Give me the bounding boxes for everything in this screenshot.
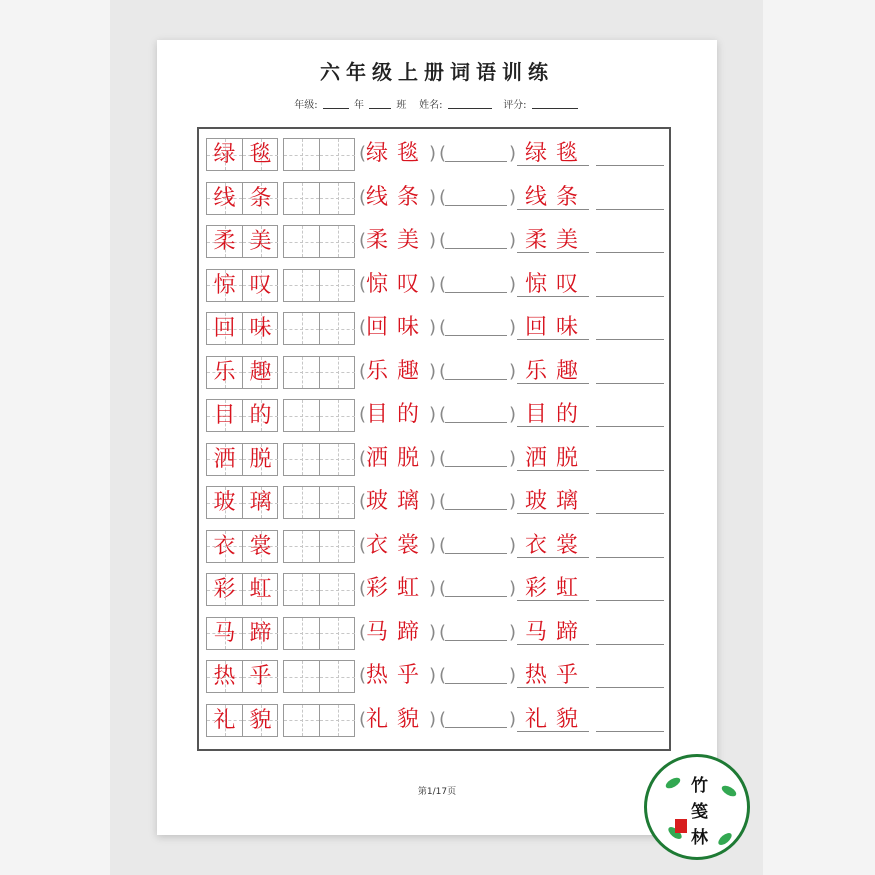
pinyin-blank[interactable] [445, 683, 507, 684]
logo-text-3: 林 [691, 828, 708, 848]
grid-char: 趣 [249, 359, 272, 385]
close-paren: ) [509, 578, 517, 599]
grid-char: 礼 [213, 707, 236, 733]
writing-blank[interactable] [596, 600, 664, 601]
writing-blank[interactable] [596, 165, 664, 166]
seal-stamp-icon [675, 819, 687, 833]
table-row [199, 695, 669, 739]
close-paren: ) [429, 447, 437, 469]
grid-char: 回 [213, 316, 236, 341]
grid-char: 味 [249, 316, 272, 341]
close-paren: ) [429, 665, 437, 686]
close-paren: ) [509, 360, 517, 382]
table-row [199, 129, 669, 173]
open-paren: ( [439, 621, 447, 643]
tian-grid-blank[interactable] [283, 704, 355, 737]
close-paren: ) [429, 186, 437, 208]
copy-word-underline [517, 557, 589, 558]
grid-char: 美 [249, 229, 272, 254]
table-row [199, 260, 669, 304]
grid-char: 虹 [249, 577, 272, 602]
grade-label: 年级: [294, 100, 318, 111]
open-paren: ( [439, 317, 447, 338]
close-paren: ) [429, 578, 437, 599]
page-number: 第1/17页 [417, 787, 457, 797]
writing-blank[interactable] [596, 296, 664, 297]
tian-grid-blank[interactable] [283, 182, 355, 215]
close-paren: ) [509, 708, 517, 730]
open-paren: ( [359, 273, 367, 295]
copy-word: 洒脱 [525, 445, 588, 471]
writing-blank[interactable] [596, 470, 664, 471]
copy-word: 柔美 [525, 228, 588, 253]
leaf-icon [716, 831, 733, 847]
copy-word: 绿毯 [525, 141, 588, 166]
open-paren: ( [359, 665, 367, 686]
pinyin-word: 彩虹 [366, 576, 429, 601]
close-paren: ) [509, 621, 517, 643]
close-paren: ) [429, 317, 437, 338]
copy-word-underline [517, 252, 589, 253]
grid-char: 彩 [213, 577, 236, 602]
grid-char: 线 [213, 185, 236, 211]
grid-char: 目 [213, 403, 236, 428]
tian-grid-filled [206, 486, 278, 519]
grid-char: 乐 [213, 359, 236, 385]
pinyin-blank[interactable] [445, 205, 507, 206]
close-paren: ) [429, 534, 437, 556]
tian-grid-blank[interactable] [283, 573, 355, 606]
copy-word-underline [517, 644, 589, 645]
grid-char: 热 [213, 664, 236, 689]
tian-grid-filled [206, 660, 278, 693]
tian-grid-blank[interactable] [283, 399, 355, 432]
copy-word: 线条 [525, 184, 588, 210]
tian-grid-blank[interactable] [283, 443, 355, 476]
copy-word: 礼貌 [525, 706, 588, 732]
grid-char: 惊 [213, 272, 236, 298]
grid-char: 的 [249, 403, 272, 428]
grid-char: 脱 [249, 446, 272, 472]
tian-grid-filled [206, 312, 278, 345]
open-paren: ( [439, 273, 447, 295]
close-paren: ) [509, 534, 517, 556]
close-paren: ) [429, 230, 437, 251]
open-paren: ( [359, 578, 367, 599]
copy-word-underline [517, 339, 589, 340]
open-paren: ( [359, 317, 367, 338]
open-paren: ( [439, 491, 447, 512]
open-paren: ( [359, 404, 367, 425]
close-paren: ) [429, 143, 437, 164]
open-paren: ( [359, 621, 367, 643]
worksheet-page [157, 40, 717, 835]
pinyin-blank[interactable] [445, 292, 507, 293]
copy-word: 玻璃 [525, 489, 588, 514]
pinyin-blank[interactable] [445, 466, 507, 467]
word-practice-table [197, 127, 671, 751]
open-paren: ( [359, 230, 367, 251]
class-blank[interactable] [369, 98, 391, 109]
tian-grid-blank[interactable] [283, 225, 355, 258]
open-paren: ( [439, 534, 447, 556]
copy-word-underline [517, 165, 589, 166]
pinyin-word: 玻璃 [366, 489, 429, 514]
pinyin-word: 马蹄 [366, 619, 429, 645]
open-paren: ( [359, 447, 367, 469]
close-paren: ) [509, 317, 517, 338]
tian-grid-blank[interactable] [283, 530, 355, 563]
year-label: 年 [353, 100, 364, 111]
table-row [199, 608, 669, 652]
grid-char: 叹 [249, 272, 272, 298]
close-paren: ) [509, 447, 517, 469]
close-paren: ) [429, 621, 437, 643]
score-label: 评分: [503, 100, 527, 111]
tian-grid-blank[interactable] [283, 138, 355, 171]
name-label: 姓名: [419, 100, 443, 111]
tian-grid-blank[interactable] [283, 617, 355, 650]
pinyin-blank[interactable] [445, 422, 507, 423]
grid-char: 蹄 [249, 620, 272, 646]
open-paren: ( [439, 708, 447, 730]
grid-char: 柔 [213, 229, 236, 254]
tian-grid-filled [206, 138, 278, 171]
close-paren: ) [429, 404, 437, 425]
grid-char: 毯 [249, 142, 272, 167]
table-row [199, 216, 669, 260]
grid-char: 绿 [213, 142, 236, 167]
table-row [199, 564, 669, 608]
pinyin-word: 柔美 [366, 228, 429, 253]
class-label: 班 [396, 100, 407, 111]
name-blank[interactable] [448, 98, 492, 109]
pinyin-word: 目的 [366, 402, 429, 427]
copy-word-underline [517, 513, 589, 514]
table-row [199, 434, 669, 478]
open-paren: ( [439, 447, 447, 469]
close-paren: ) [509, 665, 517, 686]
writing-blank[interactable] [596, 557, 664, 558]
copy-word: 回味 [525, 315, 588, 340]
tian-grid-blank[interactable] [283, 312, 355, 345]
tian-grid-blank[interactable] [283, 660, 355, 693]
close-paren: ) [429, 273, 437, 295]
open-paren: ( [439, 360, 447, 382]
writing-blank[interactable] [596, 513, 664, 514]
pinyin-blank[interactable] [445, 640, 507, 641]
grid-char: 裳 [249, 533, 272, 559]
leaf-icon [720, 784, 738, 799]
grid-char: 条 [249, 185, 272, 211]
background-right [763, 0, 875, 875]
score-blank[interactable] [532, 98, 578, 109]
open-paren: ( [359, 360, 367, 382]
pinyin-blank[interactable] [445, 553, 507, 554]
tian-grid-blank[interactable] [283, 486, 355, 519]
copy-word-underline [517, 687, 589, 688]
tian-grid-filled [206, 182, 278, 215]
pinyin-word: 礼貌 [366, 706, 429, 732]
tian-grid-filled [206, 399, 278, 432]
table-row [199, 477, 669, 521]
open-paren: ( [439, 404, 447, 425]
tian-grid-filled [206, 573, 278, 606]
writing-blank[interactable] [596, 209, 664, 210]
pinyin-blank[interactable] [445, 161, 507, 162]
copy-word-underline [517, 731, 589, 732]
writing-blank[interactable] [596, 731, 664, 732]
grid-char: 马 [213, 620, 236, 646]
close-paren: ) [509, 273, 517, 295]
copy-word: 乐趣 [525, 358, 588, 384]
pinyin-word: 回味 [366, 315, 429, 340]
pinyin-word: 惊叹 [366, 271, 429, 297]
open-paren: ( [359, 186, 367, 208]
logo-text-1: 竹 [691, 776, 708, 796]
grid-char: 衣 [213, 533, 236, 559]
logo-text-2: 笺 [691, 802, 708, 822]
open-paren: ( [439, 186, 447, 208]
tian-grid-filled [206, 356, 278, 389]
copy-word-underline [517, 383, 589, 384]
tian-grid-filled [206, 704, 278, 737]
copy-word: 热乎 [525, 663, 588, 688]
pinyin-word: 衣裳 [366, 532, 429, 558]
open-paren: ( [359, 143, 367, 164]
leaf-icon [664, 776, 682, 791]
pinyin-word: 线条 [366, 184, 429, 210]
table-row [199, 390, 669, 434]
pinyin-blank[interactable] [445, 596, 507, 597]
writing-blank[interactable] [596, 644, 664, 645]
copy-word-underline [517, 296, 589, 297]
pinyin-blank[interactable] [445, 727, 507, 728]
copy-word-underline [517, 426, 589, 427]
table-row [199, 173, 669, 217]
open-paren: ( [439, 665, 447, 686]
logo-badge [644, 754, 750, 860]
copy-word-underline [517, 209, 589, 210]
pinyin-blank[interactable] [445, 509, 507, 510]
open-paren: ( [439, 230, 447, 251]
tian-grid-filled [206, 530, 278, 563]
close-paren: ) [429, 360, 437, 382]
writing-blank[interactable] [596, 687, 664, 688]
page-title: 六年级上册词语训练 [320, 60, 554, 84]
open-paren: ( [359, 708, 367, 730]
close-paren: ) [509, 143, 517, 164]
copy-word: 马蹄 [525, 619, 588, 645]
table-row [199, 521, 669, 565]
grid-char: 璃 [249, 490, 272, 515]
close-paren: ) [509, 230, 517, 251]
copy-word-underline [517, 470, 589, 471]
grid-char: 貌 [249, 707, 272, 733]
copy-word: 衣裳 [525, 532, 588, 558]
table-row [199, 347, 669, 391]
close-paren: ) [509, 491, 517, 512]
tian-grid-filled [206, 269, 278, 302]
close-paren: ) [429, 491, 437, 512]
table-row [199, 303, 669, 347]
writing-blank[interactable] [596, 339, 664, 340]
pinyin-blank[interactable] [445, 335, 507, 336]
grid-char: 洒 [213, 446, 236, 472]
copy-word: 彩虹 [525, 576, 588, 601]
grid-char: 乎 [249, 664, 272, 689]
open-paren: ( [359, 534, 367, 556]
close-paren: ) [509, 404, 517, 425]
pinyin-word: 乐趣 [366, 358, 429, 384]
grid-char: 玻 [213, 490, 236, 515]
tian-grid-filled [206, 225, 278, 258]
close-paren: ) [429, 708, 437, 730]
tian-grid-blank[interactable] [283, 269, 355, 302]
tian-grid-blank[interactable] [283, 356, 355, 389]
open-paren: ( [439, 143, 447, 164]
table-row [199, 651, 669, 695]
pinyin-word: 洒脱 [366, 445, 429, 471]
background-left [0, 0, 110, 875]
pinyin-blank[interactable] [445, 379, 507, 380]
close-paren: ) [509, 186, 517, 208]
copy-word: 目的 [525, 402, 588, 427]
writing-blank[interactable] [596, 383, 664, 384]
student-info-line [157, 96, 717, 111]
writing-blank[interactable] [596, 426, 664, 427]
copy-word: 惊叹 [525, 271, 588, 297]
open-paren: ( [359, 491, 367, 512]
pinyin-word: 热乎 [366, 663, 429, 688]
pinyin-blank[interactable] [445, 248, 507, 249]
grade-blank[interactable] [323, 98, 349, 109]
tian-grid-filled [206, 443, 278, 476]
pinyin-word: 绿毯 [366, 141, 429, 166]
tian-grid-filled [206, 617, 278, 650]
copy-word-underline [517, 600, 589, 601]
writing-blank[interactable] [596, 252, 664, 253]
open-paren: ( [439, 578, 447, 599]
